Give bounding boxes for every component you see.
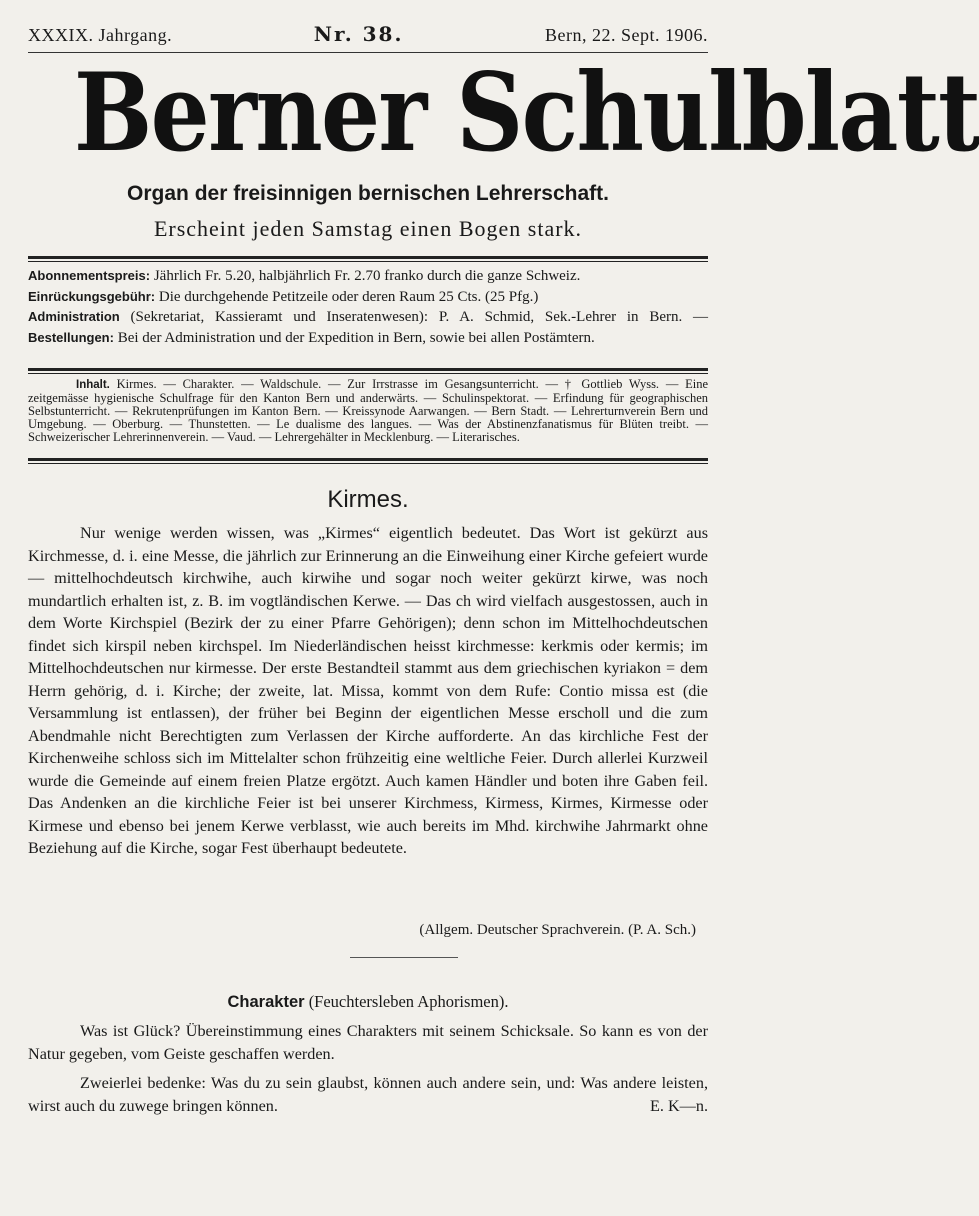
issue-number: Nr. 38. [313, 22, 404, 46]
newspaper-tagline: Erscheint jeden Samstag einen Bogen stark. [153, 216, 583, 241]
aphorism-2 [28, 1072, 708, 1117]
info-text-orders: Bei der Administration und der Expedition in Bern, sowie bei allen Postämtern. [113, 329, 595, 346]
article-kirmes [28, 522, 708, 860]
info-label-abo: Abonnementspreis: [28, 268, 151, 283]
aphorism-text: Zweierlei bedenke: Was du zu sein glaubst, können auch andere sein, und: Was andere leisten, wirst auch du zuwege bringen können. [28, 1074, 708, 1115]
divider [28, 458, 708, 461]
info-label-administration: Administration [28, 309, 120, 324]
newspaper-subtitle: Organ der freisinnigen bernischen Lehrerschaft. [127, 182, 609, 205]
contents-text: Kirmes. — Charakter. — Waldschule. — Zur Irrstrasse im Gesangsunterricht. — † Gottlieb Wyss. — Eine zeitgemässe hygienische Schulfrage für den Kanton Bern und anderwärts. — Schulinspektorat. — Erfindung für geographischen Selbstunterricht. — Rekrutenprüfungen im Kanton Bern. — Kreissynode Aarwangen. — Bern Stadt. — Lehrerturnverein Bern und Umgebung. — Oberburg. — Thunstetten. — Le dualisme des langues. — Was der Abstinenzfanatismus für Blüten treibt. — Schweizerischer Lehrerinnenverein. — Vaud. — Lehrergehälter in Mecklenburg. — Literarisches. [28, 377, 708, 444]
heading-subtext: (Feuchtersleben Aphorismen). [304, 992, 509, 1011]
divider [28, 368, 708, 371]
masthead-line [28, 22, 708, 46]
info-label-orders: Bestellungen: [28, 329, 114, 345]
info-text-insertion: Die durchgehende Petitzeile oder deren Raum 25 Cts. (25 Pfg.) [155, 288, 539, 305]
article-attribution: (Allgem. Deutscher Sprachverein. (P. A. Sch.) [419, 922, 696, 938]
aphorism-signature: E. K—n. [650, 1096, 708, 1115]
aphorism-1 [28, 1020, 708, 1065]
heading-text: Charakter [227, 993, 305, 1011]
info-label-insertion: Einrückungsgebühr: [28, 288, 156, 304]
article-heading-kirmes: Kirmes. [327, 486, 409, 513]
info-text-abo: Jährlich Fr. 5.20, halbjährlich Fr. 2.70 franko durch die ganze Schweiz. [150, 268, 581, 284]
article-body: Nur wenige werden wissen, was „Kirmes“ eigentlich bedeutet. Das Wort ist gekürzt aus Kirchmesse, d. i. eine Messe, die jährlich zur Erinnerung an die Einweihung einer Kirche gefeiert wurde — mittelhochdeutsch kirchwihe, auch kirwihe und sogar noch weiter gekürzt kirwe, was noch mundartlich erhalten ist, z. B. im vogtländischen Kerwe. — Das ch wird vielfach ausgestossen, auch in dem Worte Kirchspiel (Bezirk der zu einer Pfarre Gehörigen); denn schon im Mittelhochdeutschen findet sich kirspil neben kirchspel. Im Niederländischen heisst kirchmesse: kerkmis oder kermis; im Mittelhochdeutschen nur kirmesse. Der erste Bestandteil stammt aus dem griechischen kyriakon = dem Herrn gehörig, d. i. Kirche; der zweite, lat. Missa, kommt von dem Rufe: Contio missa est (die Versammlung ist entlassen), der früher bei Beginn der eigentlichen Messe erscholl und die zum Abendmahle nicht Berechtigten zum Verlassen der Kirche aufforderte. An das kirchliche Fest der Kirchenweihe schloss sich im Mittelalter schon frühzeitig eine weltliche Feier. Durch allerlei Kurzweil wurde die Gemeinde auf einem freien Platze ergötzt. Auch kamen Händler und boten ihre Gaben feil. Das Andenken an die kirchliche Feier ist bei unserer Kirchmess, Kirmess, Kirmes, Kirmesse oder Kirmese und ebenso bei jenem Kerwe verblasst, wie auch bereits im Mhd. kirchwihe Jahrmarkt ohne Beziehung auf die Kirche, sogar Fest überhaupt bedeutete. [28, 524, 708, 857]
subscription-info [28, 266, 708, 348]
aphorism-text: Was ist Glück? Übereinstimmung eines Charakters mit seinem Schicksale. So kann es von der Natur gegeben, vom Geiste geschaffen werden. [28, 1022, 708, 1063]
volume-label: XXXIX. Jahrgang. [28, 25, 173, 45]
info-text-administration: (Sekretariat, Kassieramt und Inseratenwesen): P. A. Schmid, Sek.-Lehrer in Bern. — [119, 309, 708, 325]
contents-label: Inhalt. [76, 379, 110, 391]
divider [28, 256, 708, 259]
article-heading-charakter [28, 992, 708, 1012]
newspaper-title: Berner Schulblatt [73, 50, 979, 176]
section-divider [350, 957, 458, 958]
table-of-contents [28, 378, 708, 444]
issue-date: Bern, 22. Sept. 1906. [544, 25, 708, 45]
